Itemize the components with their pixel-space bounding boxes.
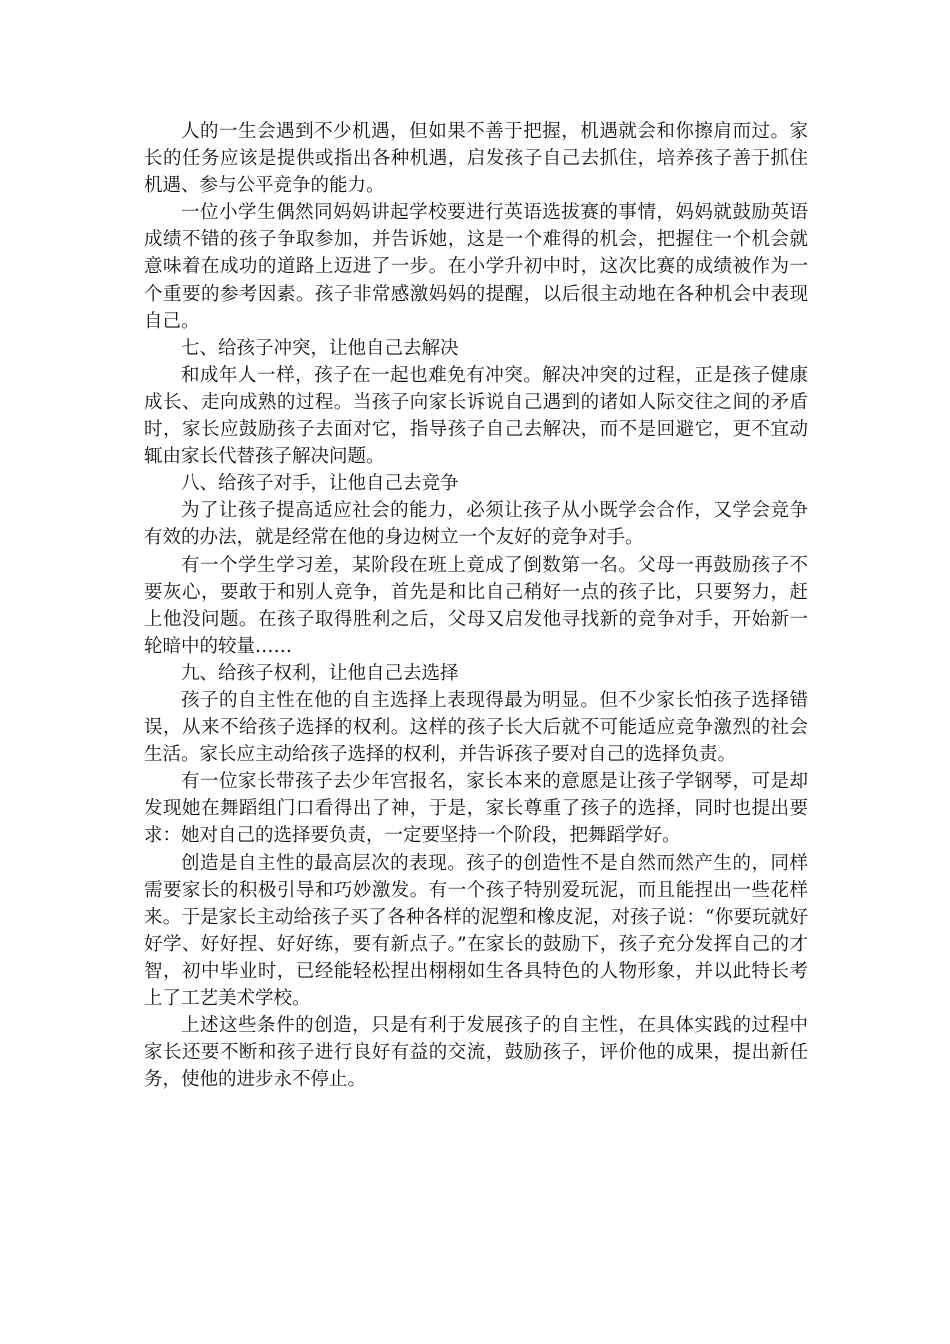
paragraph-dance-story: 有一位家长带孩子去少年宫报名，家长本来的意愿是让孩子学钢琴，可是却发现她在舞蹈组门口看得出了神，于是，家长尊重了孩子的选择，同时也提出要求：她对自己的选择要负责，一定要坚持一个阶段，把舞蹈学好。 [144,771,808,847]
paragraph-choice: 孩子的自主性在他的自主选择上表现得最为明显。但不少家长怕孩子选择错误，从来不给孩子选择的权利。这样的孩子长大后就不可能适应竞争激烈的社会生活。家长应主动给孩子选择的权利，并告诉孩子要对自己的选择负责。 [144,689,808,766]
section-heading-conflict: 七、给孩子冲突，让他自己去解决 [181,337,459,359]
section-heading-competitor: 八、给孩子对手，让他自己去竞争 [181,473,459,495]
paragraph-conflict: 和成年人一样，孩子在一起也难免有冲突。解决冲突的过程，正是孩子健康成长、走向成熟的过程。当孩子向家长诉说自己遇到的诸如人际交往之间的矛盾时，家长应鼓励孩子去面对它，指导孩子自己去解决，而不是回避它，更不宜动辄由家长代替孩子解决问题。 [144,364,808,468]
paragraph-conclusion: 上述这些条件的创造，只是有利于发展孩子的自主性，在具体实践的过程中家长还要不断和孩子进行良好有益的交流，鼓励孩子，评价他的成果，提出新任务，使他的进步永不停止。 [144,1015,808,1091]
paragraph-english-contest-story: 一位小学生偶然同妈妈讲起学校要进行英语选拔赛的事情，妈妈就鼓励英语成绩不错的孩子争取参加，并告诉她，这是一个难得的机会，把握住一个机会就意味着在成功的道路上迈进了一步。在小学升初中时，这次比赛的成绩被作为一个重要的参考因素。孩子非常感激妈妈的提醒，以后很主动地在各种机会中表现自己。 [144,202,808,332]
document-page [144,118,808,1093]
paragraph-competitor: 为了让孩子提高适应社会的能力，必须让孩子从小既学会合作，又学会竞争有效的办法，就是经常在他的身边树立一个友好的竞争对手。 [144,500,808,549]
paragraph-opportunity-intro: 人的一生会遇到不少机遇，但如果不善于把握，机遇就会和你擦肩而过。家长的任务应该是提供或指出各种机遇，启发孩子自己去抓住，培养孩子善于抓住机遇、参与公平竞争的能力。 [144,121,808,197]
paragraph-creativity: 创造是自主性的最高层次的表现。孩子的创造性不是自然而然产生的，同样需要家长的积极引导和巧妙激发。有一个孩子特别爱玩泥，而且能捏出一些花样来。于是家长主动给孩子买了各种各样的泥塑和橡皮泥，对孩子说：“你要玩就好好学、好好捏、好好练，要有新点子。”在家长的鼓励下，孩子充分发挥自己的才智，初中毕业时，已经能轻松捏出栩栩如生各具特色的人物形象，并以此特长考上了工艺美术学校。 [144,852,808,1009]
section-heading-choice: 九、给孩子权利，让他自己去选择 [181,662,459,684]
paragraph-competitor-story: 有一个学生学习差，某阶段在班上竟成了倒数第一名。父母一再鼓励孩子不要灰心，要敢于和别人竞争，首先是和比自己稍好一点的孩子比，只要努力，赶上他没问题。在孩子取得胜利之后，父母又启发他寻找新的竞争对手，开始新一轮暗中的较量…… [144,554,808,657]
